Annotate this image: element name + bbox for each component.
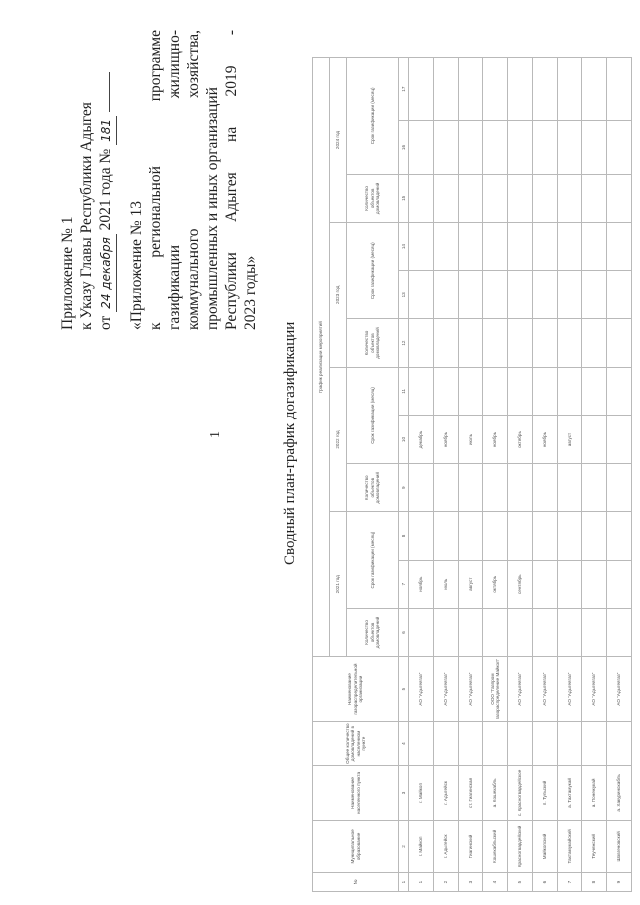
quote-line-1: «Приложение № 13 — [128, 201, 145, 330]
header-term: Срок газификации (месяц) — [347, 58, 399, 175]
row-term — [557, 58, 582, 121]
row-term — [607, 415, 632, 463]
col-number: 5 — [399, 657, 409, 722]
header-term: Срок газификации (месяц) — [347, 512, 399, 608]
row-settlement: а. Понежукай — [582, 766, 607, 821]
row-term — [483, 58, 508, 121]
row-qty — [458, 319, 483, 367]
row-term — [582, 512, 607, 560]
row-term — [508, 367, 533, 415]
row-term — [458, 121, 483, 174]
row-org: АО "Адыгеягаз" — [409, 657, 434, 722]
table-row — [532, 58, 557, 892]
row-qty — [607, 319, 632, 367]
spacer — [117, 30, 127, 330]
header-qty: Количество объектов домовладений — [347, 608, 399, 656]
row-count — [409, 722, 434, 766]
row-term — [508, 58, 533, 121]
row-qty — [508, 319, 533, 367]
col-number: 12 — [399, 319, 409, 367]
row-settlement: а. Кошехабль — [483, 766, 508, 821]
quote-line-4 — [184, 30, 203, 330]
row-term: октябрь — [483, 560, 508, 608]
table-row — [582, 58, 607, 892]
row-qty — [433, 319, 458, 367]
row-count — [483, 722, 508, 766]
row-qty — [557, 464, 582, 512]
row-term — [582, 222, 607, 270]
row-municipality: Шовгеновский — [607, 820, 632, 872]
appendix-line-1: Приложение № 1 — [59, 216, 76, 330]
quote-word: коммунального — [185, 228, 202, 330]
row-term — [409, 58, 434, 121]
quote-line-3 — [165, 30, 184, 330]
row-term: октябрь — [508, 415, 533, 463]
date-prefix: от — [97, 315, 114, 330]
row-qty — [433, 464, 458, 512]
handwritten-date: 24 декабря — [97, 234, 117, 312]
header-settlement: Наименование населенного пункта — [313, 766, 399, 821]
row-term — [483, 222, 508, 270]
row-term — [532, 512, 557, 560]
row-term — [582, 367, 607, 415]
quote-word: Республики — [223, 252, 240, 330]
row-term — [483, 512, 508, 560]
row-settlement: п. Тульский — [532, 766, 557, 821]
row-term — [458, 512, 483, 560]
row-municipality: Майкопский — [532, 820, 557, 872]
table-row — [483, 58, 508, 892]
col-number: 13 — [399, 271, 409, 319]
row-qty — [483, 319, 508, 367]
row-term — [508, 271, 533, 319]
row-qty — [582, 608, 607, 656]
row-qty — [508, 464, 533, 512]
row-term — [508, 512, 533, 560]
row-term — [409, 222, 434, 270]
row-term — [582, 415, 607, 463]
table-row — [508, 58, 533, 892]
row-municipality: г. Адыгейск — [433, 820, 458, 872]
row-municipality: Тахтамукайский — [557, 820, 582, 872]
column-number-row — [399, 58, 409, 892]
row-qty — [557, 319, 582, 367]
date-year: 2021 года № — [97, 148, 114, 231]
row-term: август — [557, 415, 582, 463]
row-settlement: ст. Гиагинская — [458, 766, 483, 821]
row-num: 4 — [483, 873, 508, 892]
row-term — [607, 512, 632, 560]
row-term — [607, 367, 632, 415]
row-term — [483, 367, 508, 415]
row-num: 2 — [433, 873, 458, 892]
row-qty — [458, 608, 483, 656]
row-municipality: Гиагинский — [458, 820, 483, 872]
quote-word: жилищно- — [166, 30, 183, 99]
row-term — [557, 367, 582, 415]
row-term: декабрь — [409, 415, 434, 463]
row-term — [409, 121, 434, 174]
row-term — [582, 271, 607, 319]
col-number: 2 — [399, 820, 409, 872]
row-qty — [409, 319, 434, 367]
row-term — [557, 560, 582, 608]
row-term — [582, 58, 607, 121]
header-qty: Количество объектов домовладений — [347, 464, 399, 512]
row-qty — [409, 174, 434, 222]
col-number: 1 — [399, 873, 409, 892]
row-qty — [557, 174, 582, 222]
row-term — [532, 121, 557, 174]
row-term: июль — [458, 415, 483, 463]
row-term — [458, 367, 483, 415]
row-term — [607, 560, 632, 608]
row-count — [582, 722, 607, 766]
row-qty — [483, 174, 508, 222]
row-term — [532, 58, 557, 121]
col-number: 4 — [399, 722, 409, 766]
plan-table-container — [312, 57, 632, 892]
row-settlement: с. Красногвардейское — [508, 766, 533, 821]
row-qty — [607, 464, 632, 512]
row-qty — [458, 464, 483, 512]
col-number: 7 — [399, 560, 409, 608]
row-term — [582, 560, 607, 608]
appendix-line-2: к Указу Главы Республики Адыгея — [78, 102, 95, 330]
row-term — [607, 271, 632, 319]
row-term: ноябрь — [433, 415, 458, 463]
col-number: 11 — [399, 367, 409, 415]
quote-word: 2019 - — [223, 29, 240, 97]
quote-word: региональной — [147, 166, 164, 258]
row-qty — [532, 319, 557, 367]
quote-line-2 — [146, 30, 165, 330]
row-num: 6 — [532, 873, 557, 892]
row-term — [607, 222, 632, 270]
row-num: 8 — [582, 873, 607, 892]
header-org: Наименование газораспределительной организации — [313, 657, 399, 722]
row-term: ноябрь — [409, 560, 434, 608]
quote-word: на — [223, 126, 240, 142]
header-2023: 2023 год — [330, 222, 347, 367]
row-term — [409, 367, 434, 415]
header-term: Срок газификации (месяц) — [347, 222, 399, 318]
row-term: август — [458, 560, 483, 608]
row-num: 1 — [409, 873, 434, 892]
row-settlement: а. Хакуринохабль — [607, 766, 632, 821]
row-org: АО "Адыгеягаз" — [508, 657, 533, 722]
quote-word: к — [147, 322, 164, 330]
header-schedule: График реализации мероприятий — [313, 58, 330, 657]
header-num: № — [313, 873, 399, 892]
row-term — [607, 58, 632, 121]
row-org: АО "Адыгеягаз" — [557, 657, 582, 722]
row-settlement: г. Майкоп — [409, 766, 434, 821]
header-qty: Количество объектов домовладений — [347, 174, 399, 222]
quote-line-6 — [222, 30, 241, 330]
row-qty — [582, 464, 607, 512]
row-qty — [532, 464, 557, 512]
header-qty: Количество объектов домовладений — [347, 319, 399, 367]
row-org: ООО "Газпром газораспределение Майкоп" — [483, 657, 508, 722]
col-number: 8 — [399, 512, 409, 560]
col-number: 16 — [399, 121, 409, 174]
row-settlement: а. Тахтамукай — [557, 766, 582, 821]
row-qty — [532, 608, 557, 656]
row-count — [532, 722, 557, 766]
row-qty — [483, 608, 508, 656]
header-municipality: Муниципальное образование — [313, 820, 399, 872]
row-org: АО "Адыгеягаз" — [458, 657, 483, 722]
table-row — [607, 58, 632, 892]
row-qty — [557, 608, 582, 656]
table-row — [433, 58, 458, 892]
row-municipality: Теучежский — [582, 820, 607, 872]
row-term: июль — [433, 560, 458, 608]
row-term — [508, 222, 533, 270]
number-underline — [109, 72, 110, 112]
row-org: АО "Адыгеягаз" — [582, 657, 607, 722]
row-term — [532, 222, 557, 270]
row-term — [557, 121, 582, 174]
row-org: АО "Адыгеягаз" — [433, 657, 458, 722]
row-term — [409, 512, 434, 560]
row-qty — [409, 464, 434, 512]
row-org: АО "Адыгеягаз" — [607, 657, 632, 722]
row-term — [508, 121, 533, 174]
row-qty — [607, 174, 632, 222]
row-term — [433, 512, 458, 560]
handwritten-number: 181 — [97, 116, 117, 145]
appendix-header — [58, 30, 260, 330]
table-row — [458, 58, 483, 892]
header-term: Срок газификации (месяц) — [347, 367, 399, 463]
quote-line-5: промышленных и иных организаций — [204, 87, 221, 330]
row-qty — [582, 319, 607, 367]
row-qty — [458, 174, 483, 222]
row-num: 7 — [557, 873, 582, 892]
table-body — [409, 58, 632, 892]
col-number: 10 — [399, 415, 409, 463]
row-term: ноябрь — [532, 415, 557, 463]
row-term — [532, 560, 557, 608]
row-term — [557, 222, 582, 270]
col-number: 15 — [399, 174, 409, 222]
row-count — [557, 722, 582, 766]
row-term — [607, 121, 632, 174]
row-term — [458, 58, 483, 121]
row-term — [532, 367, 557, 415]
header-2022: 2022 год — [330, 367, 347, 512]
row-municipality: Кошехабльский — [483, 820, 508, 872]
header-2021: 2021 год — [330, 512, 347, 657]
quote-word: хозяйства, — [185, 30, 202, 98]
row-count — [508, 722, 533, 766]
row-org: АО "Адыгеягаз" — [532, 657, 557, 722]
row-term — [557, 512, 582, 560]
row-count — [433, 722, 458, 766]
row-term — [433, 367, 458, 415]
table-row — [557, 58, 582, 892]
col-number: 9 — [399, 464, 409, 512]
quote-word: газификации — [166, 244, 183, 330]
row-num: 5 — [508, 873, 533, 892]
row-qty — [483, 464, 508, 512]
row-num: 3 — [458, 873, 483, 892]
row-qty — [508, 174, 533, 222]
row-term: сентябрь — [508, 560, 533, 608]
row-term — [433, 222, 458, 270]
row-term — [483, 271, 508, 319]
col-number: 3 — [399, 766, 409, 821]
row-qty — [582, 174, 607, 222]
row-count — [458, 722, 483, 766]
row-municipality: г. Майкоп — [409, 820, 434, 872]
row-term — [582, 121, 607, 174]
row-num: 9 — [607, 873, 632, 892]
row-count — [607, 722, 632, 766]
page-number: 1 — [208, 431, 223, 438]
row-term — [433, 121, 458, 174]
row-term — [409, 271, 434, 319]
row-term — [532, 271, 557, 319]
row-term: ноябрь — [483, 415, 508, 463]
row-term — [483, 121, 508, 174]
row-qty — [607, 608, 632, 656]
row-term — [433, 58, 458, 121]
quote-word: программе — [147, 30, 164, 102]
row-qty — [532, 174, 557, 222]
row-term — [557, 271, 582, 319]
appendix-line-3 — [96, 30, 117, 330]
col-number: 6 — [399, 608, 409, 656]
header-2024: 2024 год — [330, 58, 347, 223]
col-number: 14 — [399, 222, 409, 270]
row-term — [458, 222, 483, 270]
row-qty — [409, 608, 434, 656]
plan-table — [312, 57, 632, 892]
row-qty — [433, 608, 458, 656]
row-municipality: Красногвардейский — [508, 820, 533, 872]
row-term — [433, 271, 458, 319]
quote-line-7: 2023 годы» — [242, 255, 259, 330]
col-number: 17 — [399, 58, 409, 121]
header-count: Общее количество домовладений в населенном пункте — [313, 722, 399, 766]
row-term — [458, 271, 483, 319]
row-settlement: г. Адыгейск — [433, 766, 458, 821]
table-row — [409, 58, 434, 892]
row-qty — [508, 608, 533, 656]
quote-word: Адыгея — [223, 172, 240, 222]
row-qty — [433, 174, 458, 222]
document-title: Сводный план-график догазификации — [282, 321, 298, 565]
